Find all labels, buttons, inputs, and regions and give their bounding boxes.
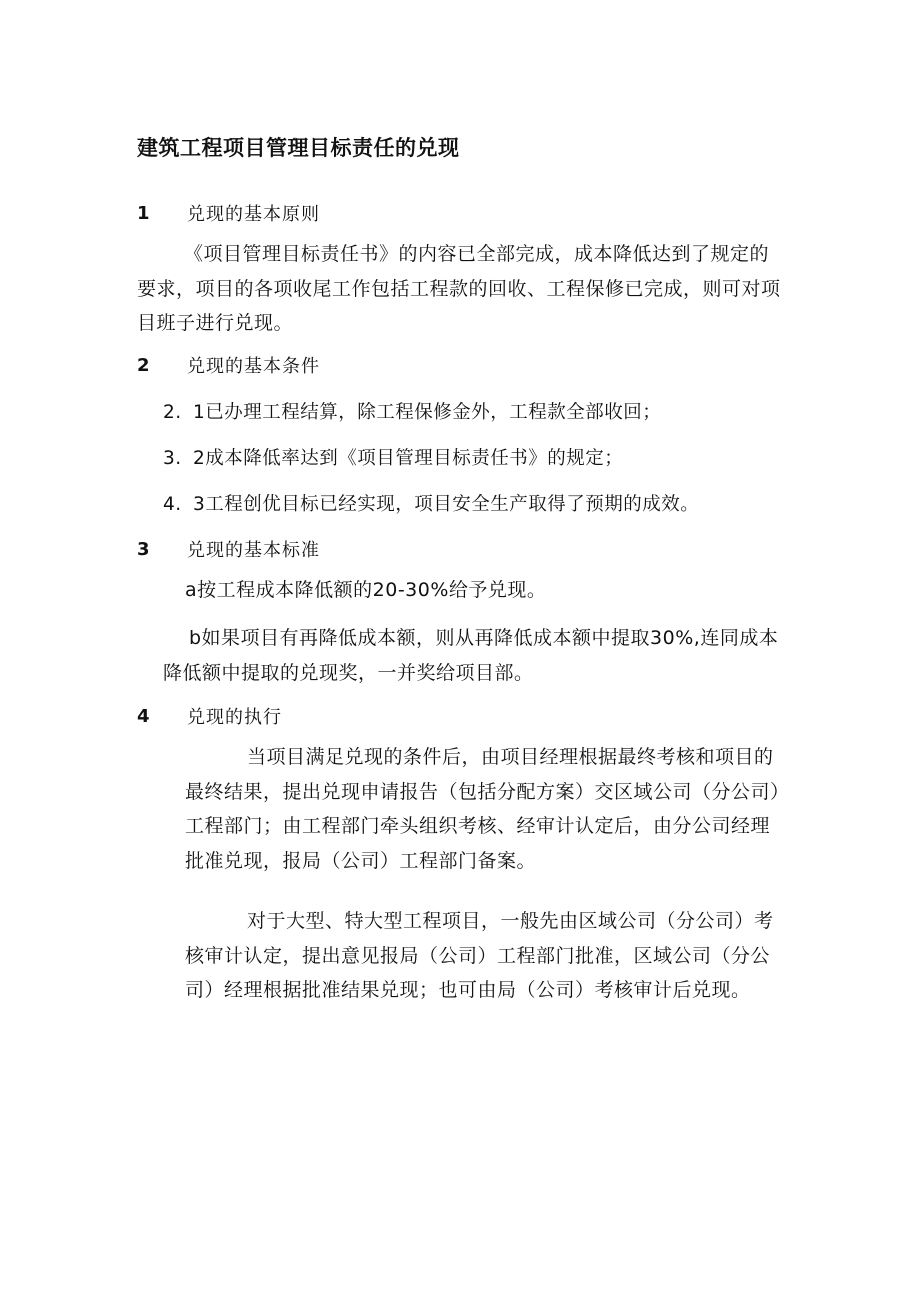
section-3-heading xyxy=(137,536,320,562)
list-item xyxy=(163,398,661,424)
standard-item-a: a按工程成本降低额的20-30%给予兑现。 xyxy=(185,579,547,601)
section-number: 2 xyxy=(137,354,150,376)
list-item-index: 3. xyxy=(163,448,182,469)
list-item xyxy=(163,444,623,470)
section-number: 3 xyxy=(137,538,150,560)
list-item-index: 4. xyxy=(163,494,182,515)
list-item-text: 3工程创优目标已经实现，项目安全生产取得了预期的成效。 xyxy=(193,494,700,515)
list-item-text: 2成本降低率达到《项目管理目标责任书》的规定； xyxy=(193,448,624,469)
standard-item-b: b如果项目有再降低成本额，则从再降低成本额中提取30%,连同成本降低额中提取的兑现奖，一并奖给项目部。 xyxy=(163,627,779,684)
list-item xyxy=(163,490,699,516)
section-1-heading xyxy=(137,200,320,226)
section-title: 兑现的执行 xyxy=(187,707,282,728)
section-number: 1 xyxy=(137,202,150,224)
section-title: 兑现的基本条件 xyxy=(187,356,320,377)
document-title: 建筑工程项目管理目标责任的兑现 xyxy=(137,136,460,160)
section-1-paragraph: 《项目管理目标责任书》的内容已全部完成，成本降低达到了规定的要求，项目的各项收尾工作包括工程款的回收、工程保修已完成，则可对项目班子进行兑现。 xyxy=(137,243,781,334)
section-title: 兑现的基本原则 xyxy=(187,204,320,225)
list-item-index: 2. xyxy=(163,402,182,423)
list-item-text: 1已办理工程结算，除工程保修金外，工程款全部收回； xyxy=(193,402,662,423)
section-2-heading xyxy=(137,352,320,378)
section-4-heading xyxy=(137,703,282,729)
section-number: 4 xyxy=(137,705,150,727)
execution-paragraph-2: 对于大型、特大型工程项目，一般先由区域公司（分公司）考核审计认定，提出意见报局（公司）工程部门批准，区域公司（分公司）经理根据批准结果兑现；也可由局（公司）考核审计后兑现。 xyxy=(185,910,774,1001)
execution-paragraph-1: 当项目满足兑现的条件后，由项目经理根据最终考核和项目的最终结果，提出兑现申请报告（包括分配方案）交区域公司（分公司）工程部门；由工程部门牵头组织考核、经审计认定后，由分公司经理批准兑现，报局（公司）工程部门备案。 xyxy=(185,746,781,872)
section-title: 兑现的基本标准 xyxy=(187,540,320,561)
